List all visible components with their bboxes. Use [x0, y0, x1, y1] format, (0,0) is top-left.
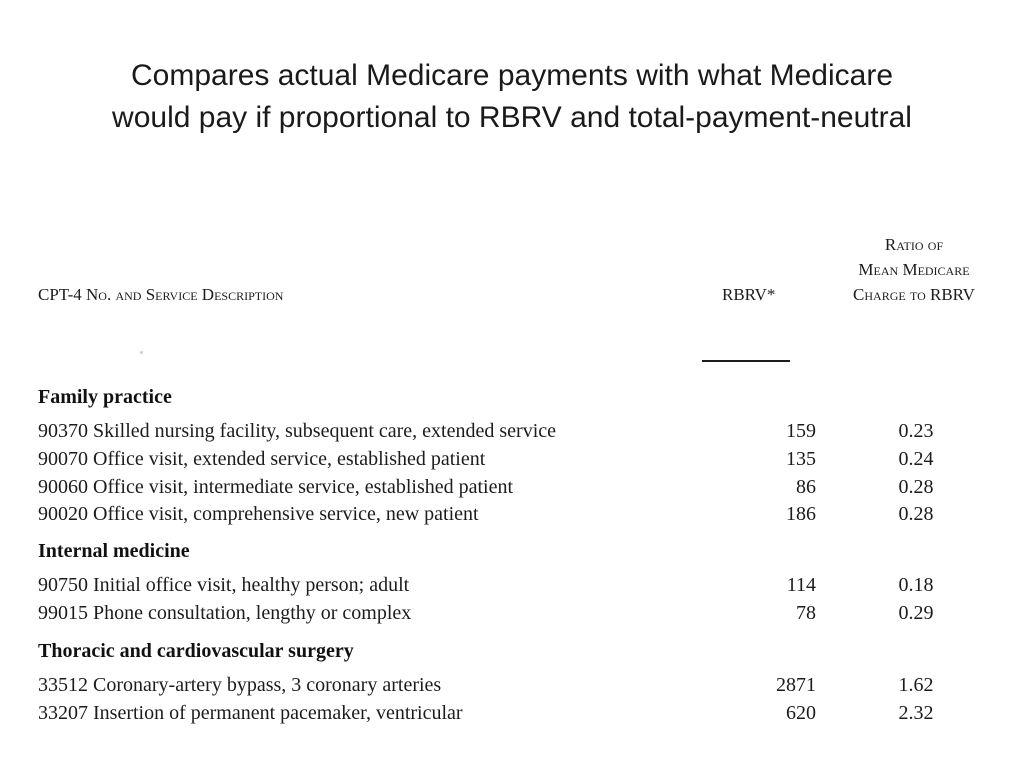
- row-rbrv: 78: [796, 602, 816, 624]
- slide-title-line-2: would pay if proportional to RBRV and total-payment-neutral: [112, 101, 912, 134]
- row-description: 33512 Coronary-artery bypass, 3 coronary arteries: [38, 674, 442, 696]
- header-rbrv: RBRV*: [722, 285, 776, 304]
- row-description: 90750 Initial office visit, healthy person; adult: [38, 574, 410, 596]
- row-ratio: 0.28: [898, 476, 934, 498]
- row-description: 90370 Skilled nursing facility, subsequent care, extended service: [38, 420, 556, 442]
- row-description: 99015 Phone consultation, lengthy or complex: [38, 602, 412, 624]
- slide-title-line-1: Compares actual Medicare payments with what Medicare: [131, 59, 893, 92]
- row-description: 90060 Office visit, intermediate service, established patient: [38, 476, 514, 498]
- row-ratio: 0.28: [898, 503, 934, 525]
- row-rbrv: 2871: [776, 674, 816, 696]
- header-rule: [702, 360, 790, 362]
- row-description: 90070 Office visit, extended service, established patient: [38, 448, 486, 470]
- row-description: 90020 Office visit, comprehensive service, new patient: [38, 503, 479, 525]
- table-row: [38, 476, 998, 504]
- row-rbrv: 86: [796, 476, 816, 498]
- table-row: [38, 702, 998, 730]
- scan-speck: [140, 351, 143, 354]
- table-row: [38, 602, 998, 630]
- table-row: [38, 574, 998, 602]
- table-row: [38, 674, 998, 702]
- header-ratio-line-2: Mean Medicare: [858, 260, 970, 279]
- header-ratio-line-3: Charge to RBRV: [853, 285, 975, 304]
- table-row: [38, 503, 998, 531]
- header-ratio: [826, 232, 1002, 307]
- row-rbrv: 135: [786, 448, 816, 470]
- section-heading-family-practice: Family practice: [38, 386, 172, 408]
- row-ratio: 0.29: [898, 602, 934, 624]
- row-ratio: 2.32: [898, 702, 934, 724]
- row-ratio: 0.23: [898, 420, 934, 442]
- row-rbrv: 159: [786, 420, 816, 442]
- table-row: [38, 420, 998, 448]
- row-rbrv: 114: [786, 574, 816, 596]
- row-description: 33207 Insertion of permanent pacemaker, ventricular: [38, 702, 463, 724]
- section-heading-thoracic-surgery: Thoracic and cardiovascular surgery: [38, 640, 354, 662]
- row-rbrv: 620: [786, 702, 816, 724]
- row-ratio: 1.62: [898, 674, 934, 696]
- row-ratio: 0.18: [898, 574, 934, 596]
- header-ratio-line-1: Ratio of: [884, 235, 944, 254]
- row-ratio: 0.24: [898, 448, 934, 470]
- header-description: CPT-4 No. and Service Description: [38, 285, 284, 304]
- slide-title: [0, 55, 1024, 139]
- table-row: [38, 448, 998, 476]
- row-rbrv: 186: [786, 503, 816, 525]
- section-heading-internal-medicine: Internal medicine: [38, 540, 190, 562]
